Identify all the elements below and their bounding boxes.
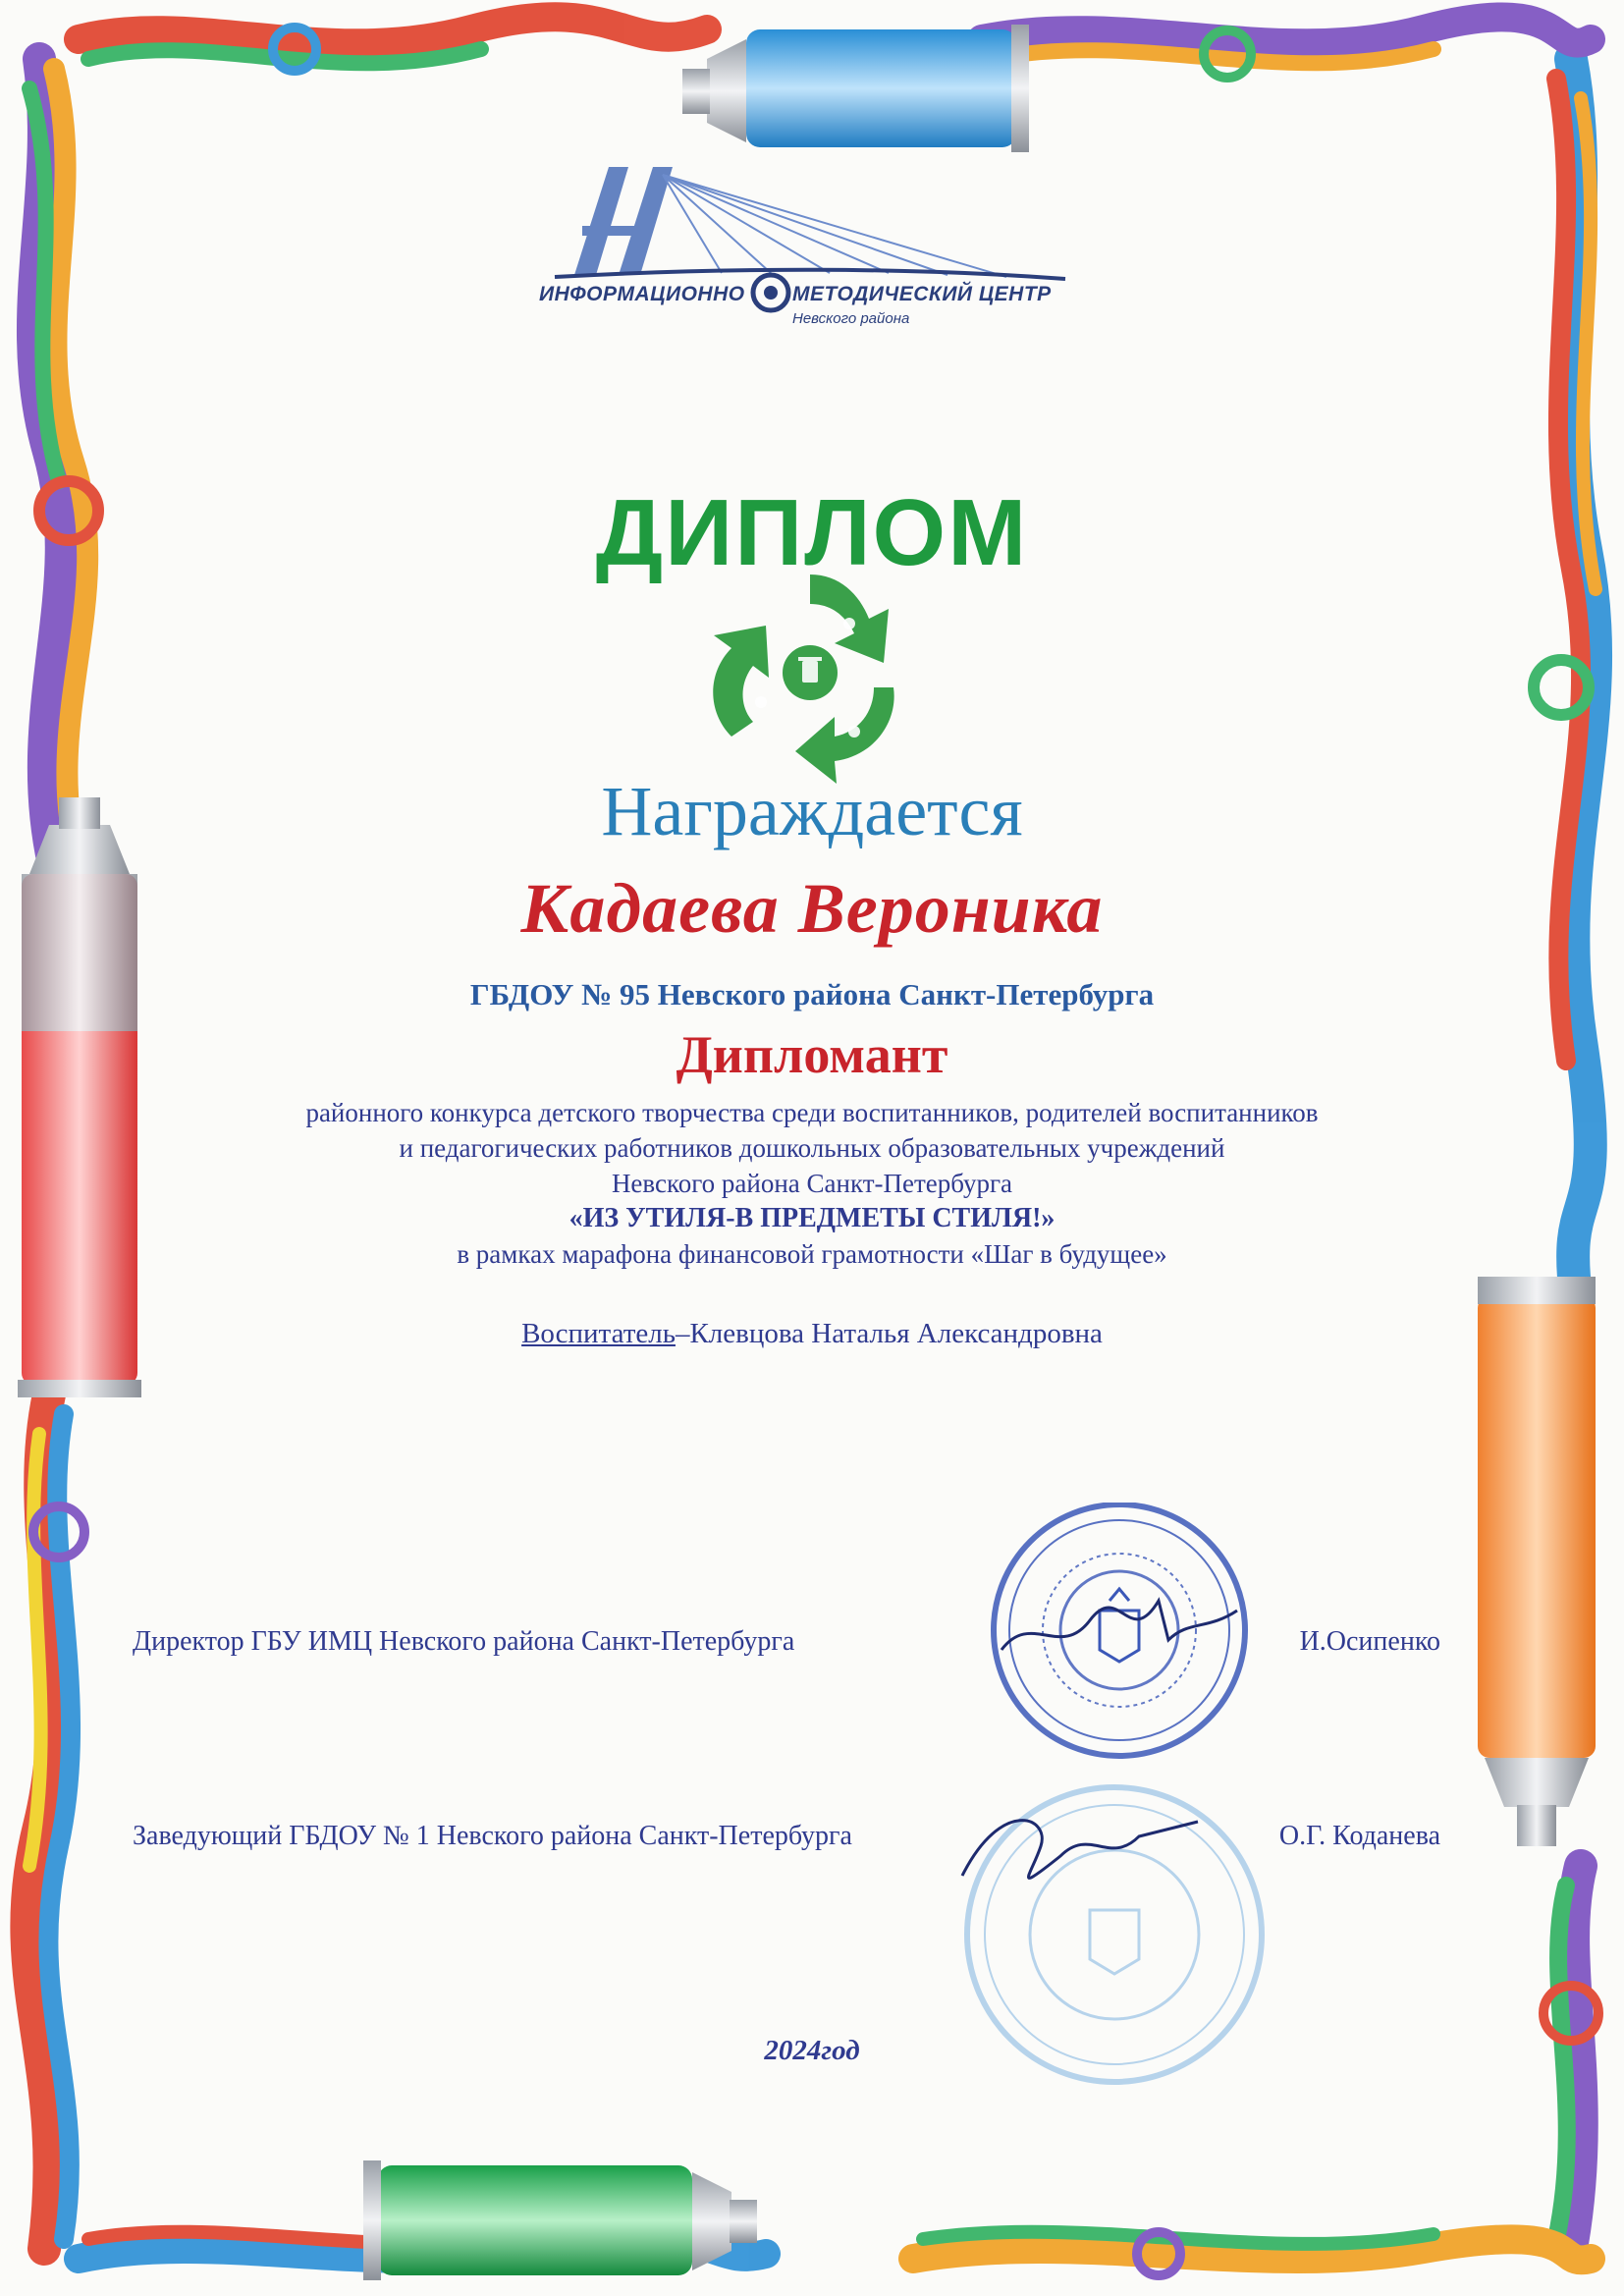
recipient-name: Кадаева Вероника (520, 869, 1104, 948)
year: 2024год (764, 2035, 860, 2066)
description-line: и педагогических работников дошкольных образовательных учреждений (399, 1133, 1225, 1163)
description-line: Невского района Санкт-Петербурга (611, 1169, 1013, 1198)
teacher-line (0, 1318, 1624, 1350)
recycle-icon (692, 565, 928, 791)
description-line: районного конкурса детского творчества среди воспитанников, родителей воспитанников (305, 1098, 1319, 1127)
imc-logo (535, 157, 1085, 344)
diploma-title: ДИПЛОМ (595, 480, 1029, 585)
director-label: Директор ГБУ ИМЦ Невского района Санкт-Петербурга (133, 1626, 795, 1657)
head-name: О.Г. Коданева (1278, 1821, 1440, 1851)
awarded-heading: Награждается (601, 772, 1023, 850)
director-name: И.Осипенко (1299, 1626, 1440, 1657)
logo-text-left: ИНФОРМАЦИОННО (539, 283, 745, 305)
teacher-role: Воспитатель (521, 1318, 676, 1349)
director-signature (1001, 1601, 1237, 1650)
head-label: Заведующий ГБДОУ № 1 Невского района Санкт-Петербурга (133, 1821, 852, 1851)
director-stamp (994, 1504, 1245, 1756)
green-paint-tube (363, 2160, 757, 2280)
teacher-name: –Клевцова Наталья Александровна (675, 1318, 1103, 1349)
orange-paint-tube (1478, 1277, 1596, 1846)
contest-name: «ИЗ УТИЛЯ-В ПРЕДМЕТЫ СТИЛЯ!» (568, 1203, 1056, 1233)
blue-paint-tube (682, 25, 1029, 152)
description-line: в рамках марафона финансовой грамотности «Шаг в будущее» (457, 1239, 1167, 1269)
recipient-organization: ГБДОУ № 95 Невского района Санкт-Петербурга (469, 977, 1155, 1011)
logo-text-right: МЕТОДИЧЕСКИЙ ЦЕНТР (792, 283, 1052, 305)
award-rank: Дипломант (676, 1025, 948, 1084)
logo-subtitle: Невского района (792, 310, 910, 327)
